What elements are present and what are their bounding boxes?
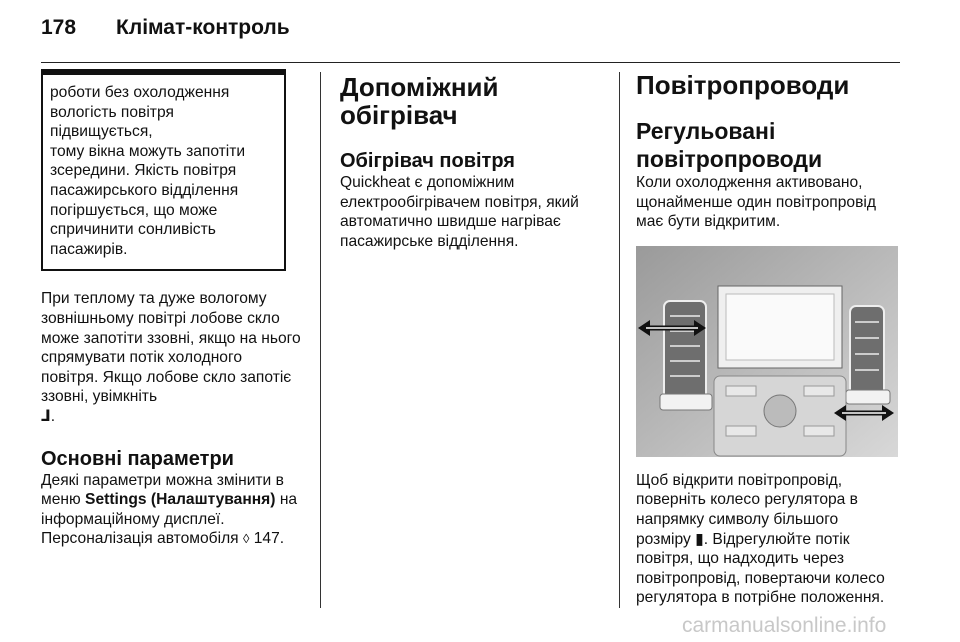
settings-menu-label: Settings (Налаштування) (85, 491, 276, 509)
subheading-adjustable-vents (636, 117, 906, 173)
paragraph-open-vent (636, 471, 906, 608)
period: . (50, 407, 56, 425)
text-line: напрямку символу більшого (636, 510, 839, 528)
heading-air-vents: Повітропроводи (636, 70, 850, 100)
header-rule (41, 62, 900, 63)
note-line: роботи без охолодження (50, 84, 230, 101)
note-line: спричинити сонливість (50, 221, 216, 239)
dashboard-vents-photo (636, 246, 898, 457)
text-line: При теплому та дуже вологому (41, 290, 267, 308)
text-line: має бути відкритим. (636, 213, 781, 231)
note-line: вологість повітря підвищується, (50, 103, 174, 141)
text-line: електрообігрівачем повітря, який (340, 193, 579, 211)
text-line (41, 529, 303, 549)
text-span: . Відрегулюйте потік (703, 530, 850, 548)
center-display (718, 286, 842, 368)
text-line (41, 407, 303, 427)
text-span: на (275, 491, 298, 509)
page-number: 178 (41, 16, 77, 39)
text-line: повітропровід, повертаючи колесо (636, 569, 885, 587)
text-line: ззовні, увімкніть (41, 388, 158, 406)
subheading-line: повітропроводи (636, 146, 823, 172)
right-vent (846, 306, 890, 404)
watermark: carmanualsonline.info (682, 614, 887, 637)
control-panel (714, 376, 846, 456)
text-line: Щоб відкрити повітропровід, (636, 471, 843, 489)
text-line: щонайменше один повітропровід (636, 193, 876, 211)
text-line: Коли охолодження активовано, (636, 174, 863, 191)
text-line: інформаційному дисплеї. (41, 510, 225, 528)
column-divider-1 (320, 72, 321, 608)
text-line: Quickheat є допоміжним (340, 174, 515, 191)
note-box (41, 69, 286, 271)
note-line: зсередини. Якість повітря (50, 162, 237, 180)
subheading-line: Регульовані (636, 118, 776, 144)
page-title: Клімат-контроль (116, 16, 290, 39)
text-line: автоматично швидше нагріває (340, 213, 561, 231)
page-reference-icon: ◊ (242, 531, 250, 547)
column-1 (41, 75, 303, 549)
page-header (41, 16, 290, 40)
heading-auxiliary-heater: Допоміжний обігрівач (340, 72, 499, 130)
text-span: меню (41, 491, 86, 509)
text-line: поверніть колесо регулятора в (636, 491, 858, 509)
column-divider-2 (619, 72, 620, 608)
large-symbol-icon: ▮ (695, 530, 704, 548)
note-line: погіршується, що може (50, 201, 218, 219)
text-span: Персоналізація автомобіля (41, 530, 239, 548)
heading-basic-settings: Основні параметри (41, 447, 234, 470)
note-line: тому вікна можуть запотіти (50, 142, 246, 160)
note-line: пасажирського відділення (50, 181, 239, 199)
text-line: пасажирське відділення. (340, 232, 519, 250)
text-line: спрямувати потік холодного (41, 349, 242, 367)
paragraph-humidity (41, 289, 303, 426)
wiper-icon: ᒧ (41, 407, 51, 425)
text-line (41, 490, 303, 510)
text-line: регулятора в потрібне положення. (636, 589, 885, 607)
text-line: може запотіти ззовні, якщо на нього (41, 329, 301, 347)
note-line: пасажирів. (50, 240, 128, 258)
text-line: повітря, що надходить через (636, 550, 844, 568)
left-vent (660, 301, 712, 410)
page-reference-link[interactable]: 147. (253, 530, 285, 548)
text-line (636, 530, 906, 550)
text-line: Деякі параметри можна змінити в (41, 471, 284, 489)
text-line: повітря. Якщо лобове скло запотіє (41, 368, 292, 386)
paragraph-settings (41, 471, 303, 549)
column-3 (636, 70, 906, 608)
subheading-air-heater: Обігрівач повітря (340, 150, 515, 172)
text-line: зовнішньому повітрі лобове скло (41, 309, 280, 327)
column-2 (340, 72, 602, 251)
text-span: розміру (636, 530, 691, 548)
